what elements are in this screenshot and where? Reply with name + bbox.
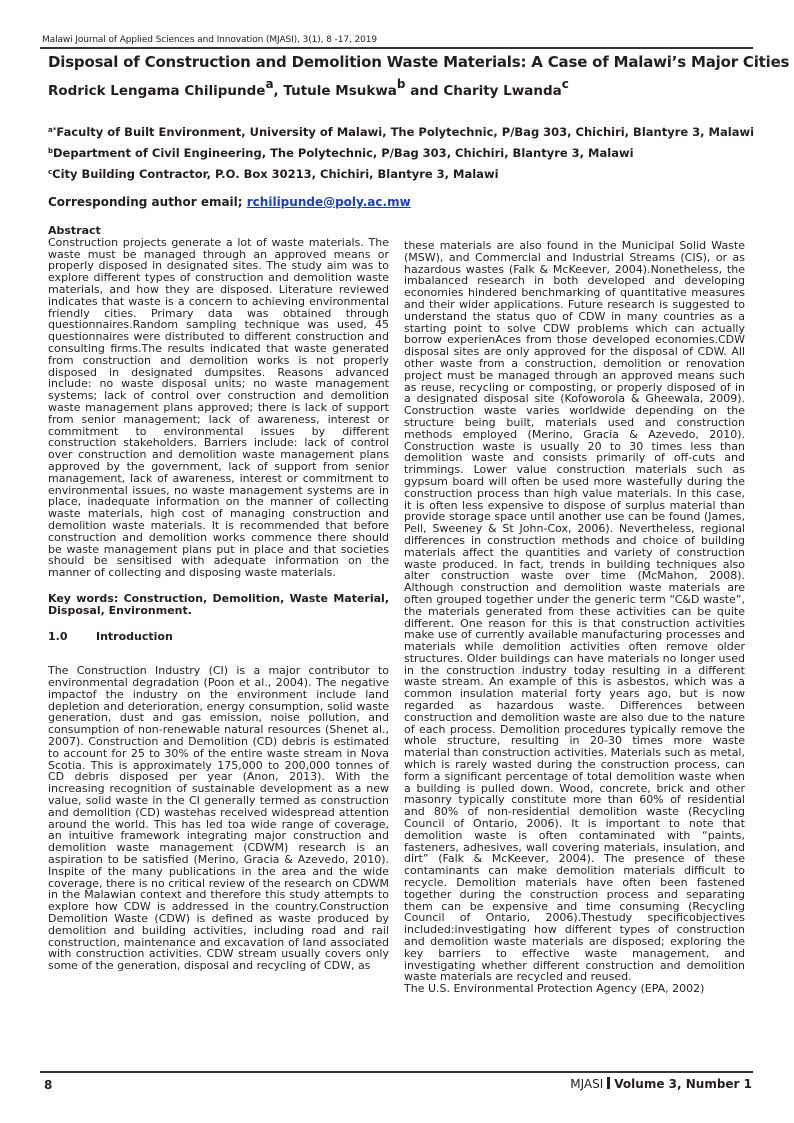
author-superscript: a (265, 77, 274, 91)
journal-header: Malawi Journal of Applied Sciences and Innovation (MJASI), 3(1), 8 -17, 2019 (42, 35, 378, 45)
paper-title: Disposal of Construction and Demolition Waste Materials: A Case of Malawi’s Major Cities (48, 53, 790, 71)
affiliation-superscript: a* (48, 126, 57, 134)
intro-paragraph-last: The U.S. Environmental Protection Agency (EPA, 2002) (404, 982, 705, 996)
affiliation (48, 163, 754, 184)
footer-volume: Volume 3, Number 1 (614, 1077, 752, 1091)
intro-paragraph-right: these materials are also found in the Municipal Solid Waste (MSW), and Commercial and Industrial Streams (CIS), or as hazardous wastes (Falk & McKeever, 2004).Nonetheless, the imbalanced research in both developed and developing economies hindered benchmarking of quantitative measures and their wider applications. Future research is suggested to understand the status quo of CDW in many countries as a starting point to solve CDW problems which can actually borrow experienAces from those developed economies.CDW disposal sites are only approved for the disposal of CDW. All other waste from a construction, demolition or renovation project must be managed through an approved means such as reuse, recycling or composting, or properly disposed of in a designated disposal site (Kofoworola & Gheewala, 2009). Construction waste varies worldwide depending on the structure being built, materials used and construction methods employed (Merino, Gracia & Azevedo, 2010). Construction waste is usually 20 to 30 times less than demolition waste and consists primarily of off-cuts and trimmings. Lower value construction materials such as gypsum board will often be used more wastefully during the construction process than high value materials. In this case, it is often less expensive to dispose of surplus material than provide storage space until another use can be found (James, Pell, Sweeney & St John-Cox, 2006). Nevertheless, regional differences in construction methods and choice of building materials affect the quantities and variety of construction waste produced. In fact, trends in building techniques also alter construction waste over time (McMahon, 2008). Although construction and demolition waste materials are often grouped together under the generic term “C&D waste”, the materials generated from these activities can be quite different. One reason for this is that construction activities make use of currently available manufacturing processes and materials while demolition activities often remove older structures. Older buildings can have materials no longer used in the construction industry today resulting in a different waste stream. An example of this is asbestos, which was a common insulation material forty years ago, but is now regarded as hazardous waste. Differences between construction and demolition waste are also due to the nature of each process. Demolition procedures typically remove the whole structure, resulting in 20-30 times more waste material than construction activities. Materials such as metal, which is rarely wasted during the construction process, can form a significant percentage of total demolition waste when a building is pulled down. Wood, concrete, brick and other masonry typically constitute more than 60% of residential and 80% of non-residential demolition waste (Recycling Council of Ontario, 2006). It is important to note that demolition waste is often contaminated with “paints, fasteners, adhesives, wall covering materials, insulation, and dirt” (Falk & McKeever, 2004). The presence of these contaminants can make demolition materials difficult to recycle. Demolition materials have often been fastened together during the construction process and separating them can be expensive and time consuming (Recycling Council of Ontario, 2006).Thestudy specificobjectives included:investigating how different types of construction and demolition waste materials are disposed; exploring the key barriers to effective waste management, and investigating whether different construction and demolition waste materials are recycled and reused. (404, 239, 745, 984)
author-name: Tutule Msukwa (283, 83, 397, 99)
author-separator: , (273, 83, 284, 99)
author-superscript: b (396, 77, 406, 91)
affiliation (48, 121, 754, 142)
page-number: 8 (44, 1078, 53, 1092)
abstract-text: Construction projects generate a lot of waste materials. The waste must be managed through an approved means or properly disposed in designated sites. The study aim was to explore different types of construction and demolition waste materials, and how they are disposed. Literature reviewed indicates that waste is a concern to achieving environmental friendly cities. Primary data was obtained through questionnaires.Random sampling technique was used, 45 questionnaires were distributed to different construction and consulting firms.The results indicated that waste generated from construction and demolition works is not properly disposed in designated dumpsites. Reasons advanced include: no waste disposal units; no waste management systems; lack of control over construction and demolition waste management plans approved; there is lack of support from senior management; lack of awareness, interest or commitment to environmental issues by different construction stakeholders. Barriers include: lack of control over construction and demolition waste management plans approved by the government, lack of support from senior management, lack of awareness, interest or commitment to environmental issues, no waste management systems are in place, inadequate information on the manner of collecting waste materials, high cost of managing construction and demolition waste materials. It is recommended that before construction and demolition works commence there should be waste management plans put in place and that societies should be sensitised with adequate information on the manner of collecting and disposing waste materials. (48, 235, 389, 580)
footer-divider (607, 1077, 610, 1089)
footer-journal (570, 1077, 752, 1091)
affiliation-text: Faculty of Built Environment, University of Malawi, The Polytechnic, P/Bag 303, Chichiri, Blantyre 3, Malawi (56, 125, 755, 139)
intro-paragraph-left: The Construction Industry (CI) is a major contributor to environmental degradation (Poon et al., 2004). The negative impactof the industry on the environment include land depletion and deterioration, energy consumption, solid waste generation, dust and gas emission, noise pollution, and consumption of non-renewable natural resources (Shenet al., 2007). Construction and Demolition (CD) debris is estimated to account for 25 to 30% of the entire waste stream in Nova Scotia. This is approximately 175,000 to 200,000 tonnes of CD debris disposed per year (Anon, 2013). With the increasing recognition of sustainable development as a new value, solid waste in the CI generally termed as construction and demolition (CD) wastehas received widespread attention around the world. This has led toa wide range of coverage, an intuitive framework integrating major construction and demolition waste management (CDWM) research is an aspiration to be satisfied (Merino, Gracia & Azevedo, 2010). Inspite of the many publications in the area and the wide coverage, there is no critical review of the research on CDWM in the Malawian context and therefore this study attempts to explore how CDW is addressed in the country.Construction Demolition Waste (CDW) is defined as waste produced by demolition and building activities, including road and rail construction, maintenance and excavation of land associated with construction activities. CDW stream usually covers only some of the generation, disposal and recycling of CDW, as (48, 664, 389, 973)
author-name: Charity Lwanda (443, 83, 562, 99)
section-title: Introduction (96, 629, 173, 643)
affiliation-text: Department of Civil Engineering, The Polytechnic, P/Bag 303, Chichiri, Blantyre 3, Malawi (53, 146, 634, 160)
section-number: 1.0 (48, 629, 68, 643)
affiliation (48, 142, 754, 163)
keywords: Key words: Construction, Demolition, Waste Material, Disposal, Environment. (48, 591, 389, 617)
author-separator: and (405, 83, 444, 99)
footer-rule (40, 1071, 753, 1073)
header-rule (40, 47, 753, 49)
affiliation-superscript: c (48, 168, 53, 176)
corresponding-label: Corresponding author email; (48, 195, 247, 209)
author-superscript: c (561, 77, 569, 91)
corresponding-author (48, 195, 411, 209)
author-list (48, 77, 569, 99)
author-name: Rodrick Lengama Chilipunde (48, 83, 266, 99)
affiliation-superscript: b (48, 147, 54, 155)
right-column (404, 240, 745, 995)
abstract-heading: Abstract (48, 224, 101, 237)
affiliation-text: City Building Contractor, P.O. Box 30213, Chichiri, Blantyre 3, Malawi (52, 167, 499, 181)
email-link[interactable]: rchilipunde@poly.ac.mw (246, 195, 411, 209)
affiliation-list (48, 121, 754, 184)
left-column (48, 225, 389, 972)
section-heading (48, 631, 389, 643)
footer-journal-abbrev: MJASI (570, 1077, 604, 1091)
